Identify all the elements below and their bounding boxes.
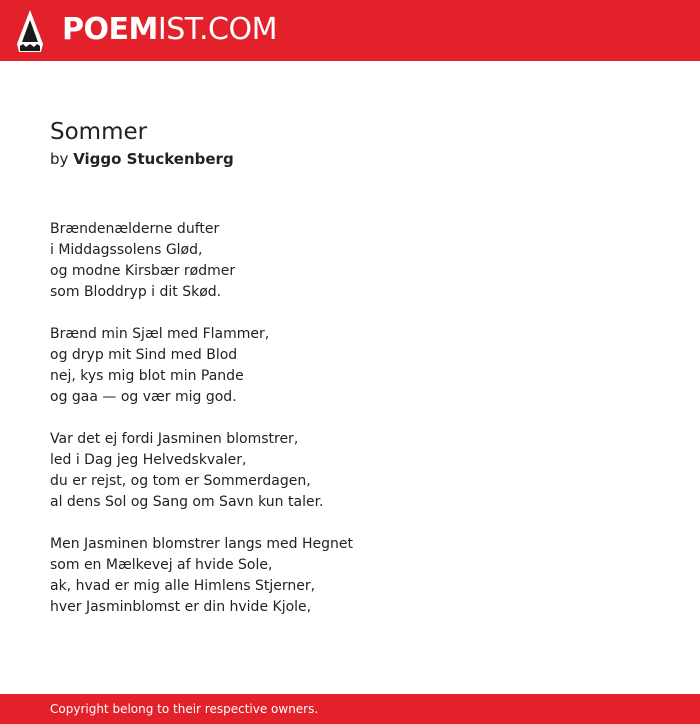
poem-line: du er rejst, og tom er Sommerdagen, [50,473,311,489]
stanza-1 [50,219,650,303]
poem-line: ak, hvad er mig alle Himlens Stjerner, [50,578,316,594]
poem-title: Sommer [50,119,148,145]
poem-body [50,219,650,618]
stanza-4 [50,534,650,618]
poem-line: og dryp mit Sind med Blod [50,347,238,363]
poem-line: led i Dag jeg Helvedskvaler, [50,452,247,468]
poem-line: Brændenælderne dufter [50,221,220,237]
poem-line: al dens Sol og Sang om Savn kun taler. [50,494,324,510]
poem-line: Var det ej fordi Jasminen blomstrer, [50,431,299,447]
poem-line: som Bloddryp i dit Skød. [50,284,222,300]
by-label: by [50,150,69,168]
poem-line: Brænd min Sjæl med Flammer, [50,326,270,342]
poem-line: i Middagssolens Glød, [50,242,203,258]
site-logo-text[interactable] [62,12,277,48]
poem-line: og modne Kirsbær rødmer [50,263,236,279]
stanza-3 [50,429,650,513]
site-name-light: IST.COM [157,12,277,47]
poem-line: som en Mælkevej af hvide Sole, [50,557,273,573]
author-name[interactable]: Viggo Stuckenberg [73,150,234,168]
poem-line: nej, kys mig blot min Pande [50,368,244,384]
poem-line: Men Jasminen blomstrer langs med Hegnet [50,536,353,552]
poem-byline [50,149,650,169]
pen-nib-icon[interactable] [17,10,43,52]
stanza-2 [50,324,650,408]
poem-content [50,117,650,639]
site-header [0,0,700,61]
poem-line: og gaa — og vær mig god. [50,389,237,405]
poem-line: hver Jasminblomst er din hvide Kjole, [50,599,312,615]
site-name-bold: POEM [62,12,158,47]
site-footer [0,694,700,724]
copyright-text: Copyright belong to their respective owners. [50,702,319,716]
